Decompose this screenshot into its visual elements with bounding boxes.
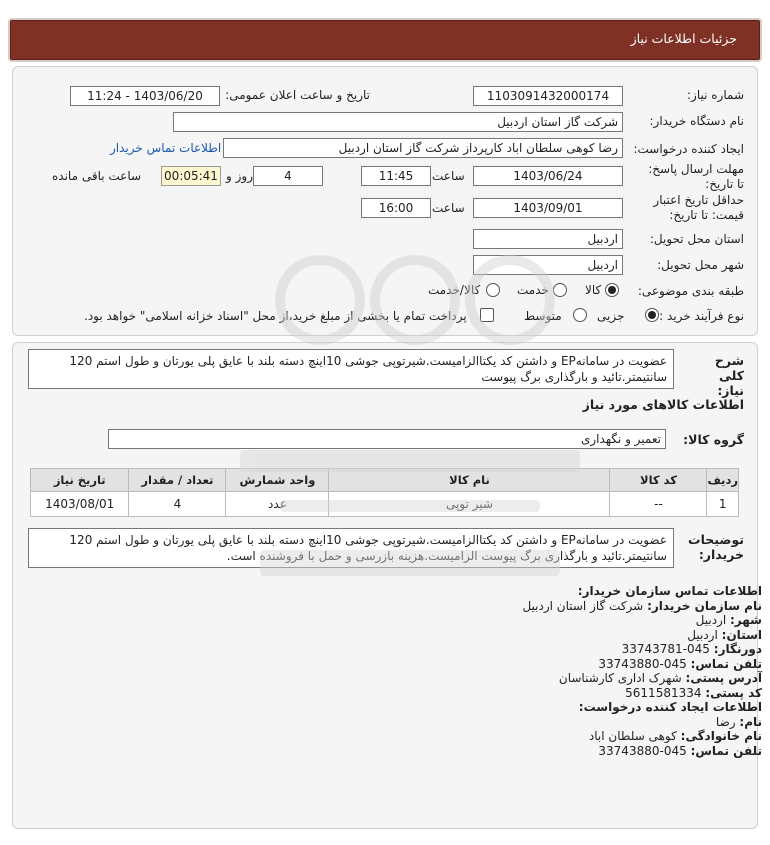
buyer-notes-label: توضیحات خریدار: [688,532,744,562]
goods-group-field[interactable]: تعمیر و نگهداری [108,429,666,449]
col-row-header: ردیف [707,469,739,492]
province-field[interactable]: اردبیل [473,229,623,249]
fax-value: 045-33743781 [621,642,710,656]
goods-group-label: گروه کالا: [683,432,744,447]
category-service-label: خدمت [517,283,549,297]
contact-block [522,584,762,758]
validity-label: حداقل تاریخ اعتبار قیمت: تا تاریخ: [653,193,744,222]
cell-row: 1 [707,492,739,517]
family-value: کوهی سلطان اباد [588,729,677,743]
creator-label: ایجاد کننده درخواست: [633,142,744,156]
validity-date-field[interactable]: 1403/09/01 [473,198,623,218]
phone-value: 045-33743880 [598,656,687,671]
city-label-2: شهر: [730,613,762,627]
creator-phone-label: تلفن تماس: [690,743,762,758]
process-minor-radio[interactable] [645,308,659,322]
summary-label: شرح کلی نیاز: [714,353,744,398]
city-label: شهر محل تحویل: [657,258,744,272]
goods-table [30,468,739,517]
cell-qty: 4 [129,492,226,517]
buyer-notes-text: عضویت در سامانهEP و داشتن کد یکتاالزامیست.شیرتوپی جوشی 10اینچ دسته بلند با عایق پلی یورتان و طول استم 120 سانتیمتر.تائید و بارگذاری برگ پیوست الزامیست.هزینه بازرسی و حمل با فروشنده است. [28,528,674,568]
goods-section-title: اطلاعات کالاهای مورد نیاز [582,397,744,412]
deadline-time-field[interactable]: 11:45 [361,166,431,186]
buyer-contact-link[interactable]: اطلاعات تماس خریدار [110,141,222,155]
page-header [10,20,760,60]
province-label-2: استان: [721,627,762,642]
category-goods-radio[interactable] [605,283,619,297]
remaining-timer: 00:05:41 [161,166,221,186]
announce-label: تاریخ و ساعت اعلان عمومی: [225,88,370,102]
payment-note: پرداخت تمام یا بخشی از مبلغ خرید،از محل "اسناد خزانه اسلامی" خواهد بود. [84,309,467,323]
phone-label: تلفن تماس: [690,656,762,671]
deadline-date-field[interactable]: 1403/06/24 [473,166,623,186]
address-value: شهرک اداری کارشناسان [558,671,682,685]
category-both-radio[interactable] [486,283,500,297]
creator-info-title: اطلاعات ایجاد کننده درخواست: [578,700,762,714]
deadline-time-label: ساعت [432,169,465,183]
buyer-org-label: نام دستگاه خریدار: [649,114,744,128]
col-qty-header: تعداد / مقدار [129,469,226,492]
address-label: آدرس پستی: [685,671,762,685]
city-field[interactable]: اردبیل [473,255,623,275]
treasury-checkbox[interactable] [480,308,494,322]
remaining-label: ساعت باقی مانده [52,169,142,183]
table-row[interactable] [31,492,739,517]
cell-name: شیر توپی [329,492,610,517]
process-medium-label: متوسط [524,309,562,323]
validity-time-field[interactable]: 16:00 [361,198,431,218]
col-code-header: کد کالا [610,469,707,492]
fax-label: دورنگار: [713,642,762,656]
col-unit-header: واحد شمارش [226,469,329,492]
province-value: اردبیل [687,627,718,642]
col-date-header: تاریخ نیاز [31,469,129,492]
cell-code: -- [610,492,707,517]
validity-time-label: ساعت [432,201,465,215]
days-field[interactable]: 4 [253,166,323,186]
process-medium-radio[interactable] [573,308,587,322]
category-service-radio[interactable] [553,283,567,297]
creator-phone-value: 045-33743880 [598,743,687,758]
days-label: روز و [226,169,253,183]
family-label: نام خانوادگی: [680,729,762,743]
cell-date: 1403/08/01 [31,492,129,517]
postal-label: کد پستی: [705,685,762,700]
need-number-field[interactable]: 1103091432000174 [473,86,623,106]
process-minor-label: جزیی [597,309,625,323]
name-value: رضا [715,714,736,729]
postal-value: 5611581334 [625,685,702,700]
process-label: نوع فرآیند خرید : [659,309,744,323]
need-number-label: شماره نیاز: [687,88,744,102]
org-label: نام سازمان خریدار: [647,598,762,613]
category-both-label: کالا/خدمت [428,283,481,297]
creator-field[interactable]: رضا کوهی سلطان اباد کارپرداز شرکت گاز استان اردبیل [223,138,623,158]
announce-field[interactable]: 1403/06/20 - 11:24 [70,86,220,106]
province-label: استان محل تحویل: [649,232,744,246]
category-goods-label: کالا [585,283,602,297]
city-value: اردبیل [695,613,727,627]
cell-unit: عدد [226,492,329,517]
deadline-label: مهلت ارسال پاسخ: تا تاریخ: [648,162,744,191]
name-label: نام: [739,714,762,729]
category-label: طبقه بندی موضوعی: [637,284,744,298]
page-title: جزئیات اطلاعات نیاز [630,31,737,46]
org-value: شرکت گاز استان اردبیل [522,598,644,613]
col-name-header: نام کالا [329,469,610,492]
contact-title: اطلاعات تماس سازمان خریدار: [577,584,762,598]
summary-text: عضویت در سامانهEP و داشتن کد یکتاالزامیست.شیرتوپی جوشی 10اینچ دسته بلند با عایق پلی یورتان و طول استم 120 سانتیمتر.تائید و بارگذاری برگ پیوست [28,349,674,389]
buyer-org-field[interactable]: شرکت گاز استان اردبیل [173,112,623,132]
